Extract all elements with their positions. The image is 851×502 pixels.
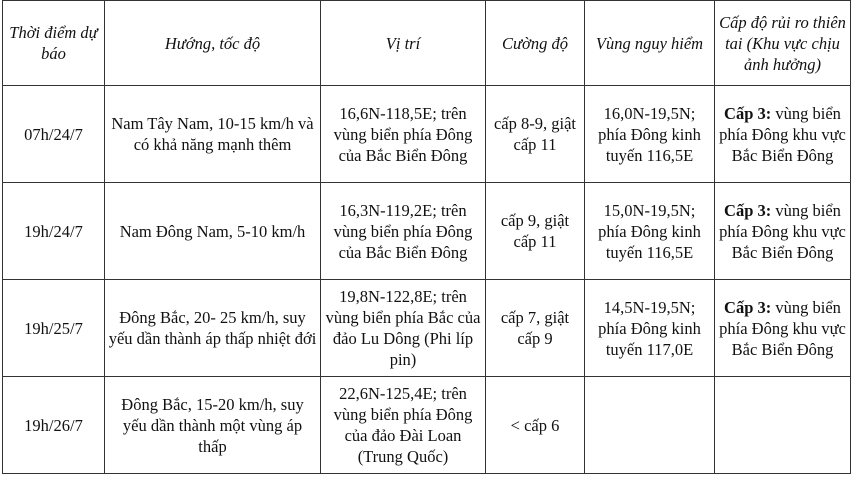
- risk-level-label: Cấp 3:: [724, 103, 772, 123]
- cell-position: 22,6N-125,4E; trên vùng biển phía Đông của đảo Đài Loan (Trung Quốc): [321, 377, 486, 474]
- cell-intensity: cấp 8-9, giật cấp 11: [486, 86, 585, 183]
- header-direction: Hướng, tốc độ: [105, 1, 321, 86]
- cell-time: 19h/24/7: [3, 183, 105, 280]
- risk-area-text: vùng biển phía Đông khu vực Bắc Biển Đông: [719, 297, 846, 359]
- risk-level-label: Cấp 3:: [724, 297, 772, 317]
- table-row: [3, 86, 851, 183]
- cell-position: 16,3N-119,2E; trên vùng biển phía Đông của Bắc Biển Đông: [321, 183, 486, 280]
- cell-intensity: cấp 9, giật cấp 11: [486, 183, 585, 280]
- cell-risk: [715, 183, 851, 280]
- table-row: [3, 183, 851, 280]
- cell-position: 16,6N-118,5E; trên vùng biển phía Đông của Bắc Biển Đông: [321, 86, 486, 183]
- cell-risk: [715, 86, 851, 183]
- forecast-table: [2, 0, 851, 474]
- cell-position: 19,8N-122,8E; trên vùng biển phía Bắc của đảo Lu Dông (Phi líp pin): [321, 280, 486, 377]
- cell-danger-zone: 14,5N-19,5N; phía Đông kinh tuyến 117,0E: [585, 280, 715, 377]
- header-position: Vị trí: [321, 1, 486, 86]
- header-intensity: Cường độ: [486, 1, 585, 86]
- header-time: Thời điểm dự báo: [3, 1, 105, 86]
- cell-risk: [715, 280, 851, 377]
- cell-direction: Đông Bắc, 15-20 km/h, suy yếu dần thành một vùng áp thấp: [105, 377, 321, 474]
- header-danger-zone: Vùng nguy hiểm: [585, 1, 715, 86]
- cell-danger-zone: 15,0N-19,5N; phía Đông kinh tuyến 116,5E: [585, 183, 715, 280]
- risk-level-label: Cấp 3:: [724, 200, 772, 220]
- cell-danger-zone: [585, 377, 715, 474]
- table-row: [3, 377, 851, 474]
- cell-intensity: < cấp 6: [486, 377, 585, 474]
- cell-time: 07h/24/7: [3, 86, 105, 183]
- risk-area-text: vùng biển phía Đông khu vực Bắc Biển Đông: [719, 103, 846, 165]
- cell-intensity: cấp 7, giật cấp 9: [486, 280, 585, 377]
- cell-time: 19h/26/7: [3, 377, 105, 474]
- cell-direction: Nam Tây Nam, 10-15 km/h và có khả năng mạnh thêm: [105, 86, 321, 183]
- cell-direction: Nam Đông Nam, 5-10 km/h: [105, 183, 321, 280]
- header-row: [3, 1, 851, 86]
- risk-area-text: vùng biển phía Đông khu vực Bắc Biển Đông: [719, 200, 846, 262]
- cell-direction: Đông Bắc, 20- 25 km/h, suy yếu dần thành áp thấp nhiệt đới: [105, 280, 321, 377]
- header-risk-level: Cấp độ rủi ro thiên tai (Khu vực chịu ảnh hưởng): [715, 1, 851, 86]
- cell-time: 19h/25/7: [3, 280, 105, 377]
- table-row: [3, 280, 851, 377]
- cell-danger-zone: 16,0N-19,5N; phía Đông kinh tuyến 116,5E: [585, 86, 715, 183]
- cell-risk: [715, 377, 851, 474]
